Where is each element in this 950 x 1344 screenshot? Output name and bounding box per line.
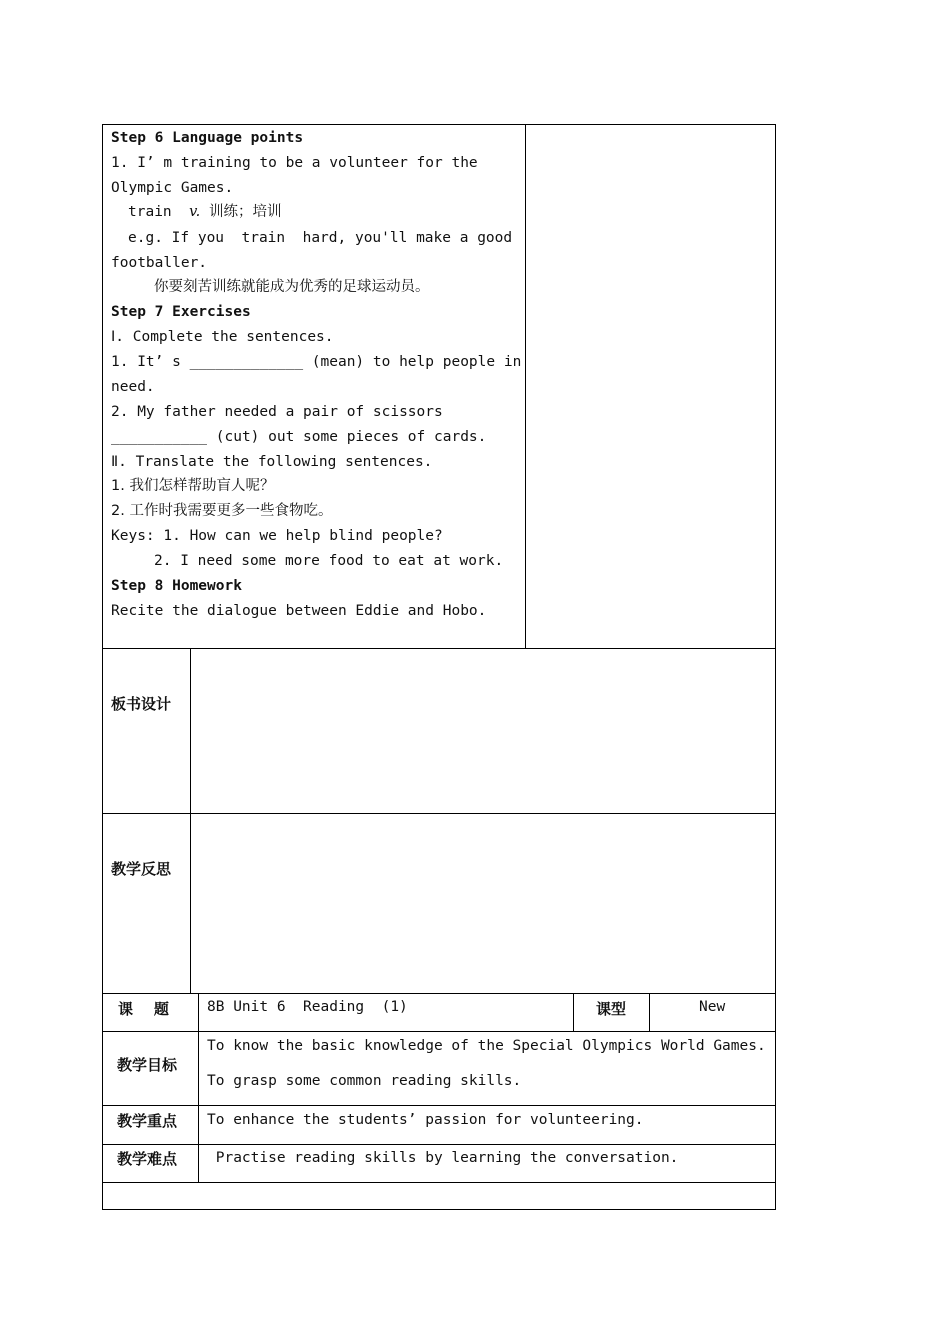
homework-text: Recite the dialogue between Eddie and Hobo. (111, 603, 487, 619)
keys-line-2: 2. I need some more food to eat at work. (154, 553, 504, 569)
exercise1-heading: Ⅰ. Complete the sentences. (111, 329, 334, 345)
steps-column-divider (525, 124, 526, 649)
goal-1: To know the basic knowledge of the Special Olympics World Games. (207, 1038, 766, 1054)
step6-translation: 你要刻苦训练就能成为优秀的足球运动员。 (154, 279, 430, 295)
exercise2-heading: Ⅱ. Translate the following sentences. (111, 454, 433, 470)
step6-example-1: e.g. If you train hard, you'll make a good (128, 230, 513, 246)
topic-label: 课 题 (118, 1000, 169, 1018)
vocab-meaning: 训练；培训 (208, 204, 282, 220)
board-design-label: 板书设计 (111, 695, 172, 713)
exercise1-question2-b: ___________ (cut) out some pieces of cards. (111, 429, 487, 445)
exercise1-question1-b: need. (111, 379, 155, 395)
difficulties-label: 教学难点 (117, 1150, 178, 1168)
lesson-info-table (102, 993, 776, 1210)
exercise1-question1-a: 1. It’ s _____________ (mean) to help people in (111, 354, 522, 370)
info-row-divider-1 (102, 1031, 776, 1032)
topic-value: 8B Unit 6 Reading (1) (207, 999, 408, 1015)
lesson-type-label: 课型 (596, 1000, 627, 1018)
vocab-word: train (128, 204, 172, 220)
board-row-divider (102, 648, 776, 649)
key-points-value: To enhance the students’ passion for volunteering. (207, 1112, 644, 1128)
step7-title: Step 7 Exercises (111, 304, 251, 320)
type-label-divider-right (649, 993, 650, 1032)
info-label-divider (198, 993, 199, 1183)
info-row-divider-3 (102, 1144, 776, 1145)
info-row-divider-2 (102, 1105, 776, 1106)
step8-title: Step 8 Homework (111, 578, 242, 594)
reflection-row-divider (102, 813, 776, 814)
label-column-divider (190, 648, 191, 994)
goal-2: To grasp some common reading skills. (207, 1073, 522, 1089)
step6-vocab (128, 200, 281, 225)
difficulties-value: Practise reading skills by learning the conversation. (207, 1150, 679, 1166)
exercise2-question1: 1. 我们怎样帮助盲人呢？ (111, 478, 275, 494)
info-row-divider-4 (102, 1182, 776, 1183)
step6-line-2: Olympic Games. (111, 180, 234, 196)
exercise2-question2: 2. 工作时我需要更多一些食物吃。 (111, 503, 333, 519)
step6-example-2: footballer. (111, 255, 208, 271)
type-label-divider-left (573, 993, 574, 1032)
vocab-part-of-speech: v. (189, 204, 201, 220)
lesson-type-value: New (699, 999, 726, 1015)
key-points-label: 教学重点 (117, 1112, 178, 1130)
exercise1-question2-a: 2. My father needed a pair of scissors (111, 404, 443, 420)
goals-label: 教学目标 (117, 1056, 178, 1074)
step6-title: Step 6 Language points (111, 130, 304, 146)
reflection-label: 教学反思 (111, 860, 172, 878)
keys-line-1: Keys: 1. How can we help blind people? (111, 528, 443, 544)
step6-line-1: 1. I’ m training to be a volunteer for the (111, 155, 478, 171)
